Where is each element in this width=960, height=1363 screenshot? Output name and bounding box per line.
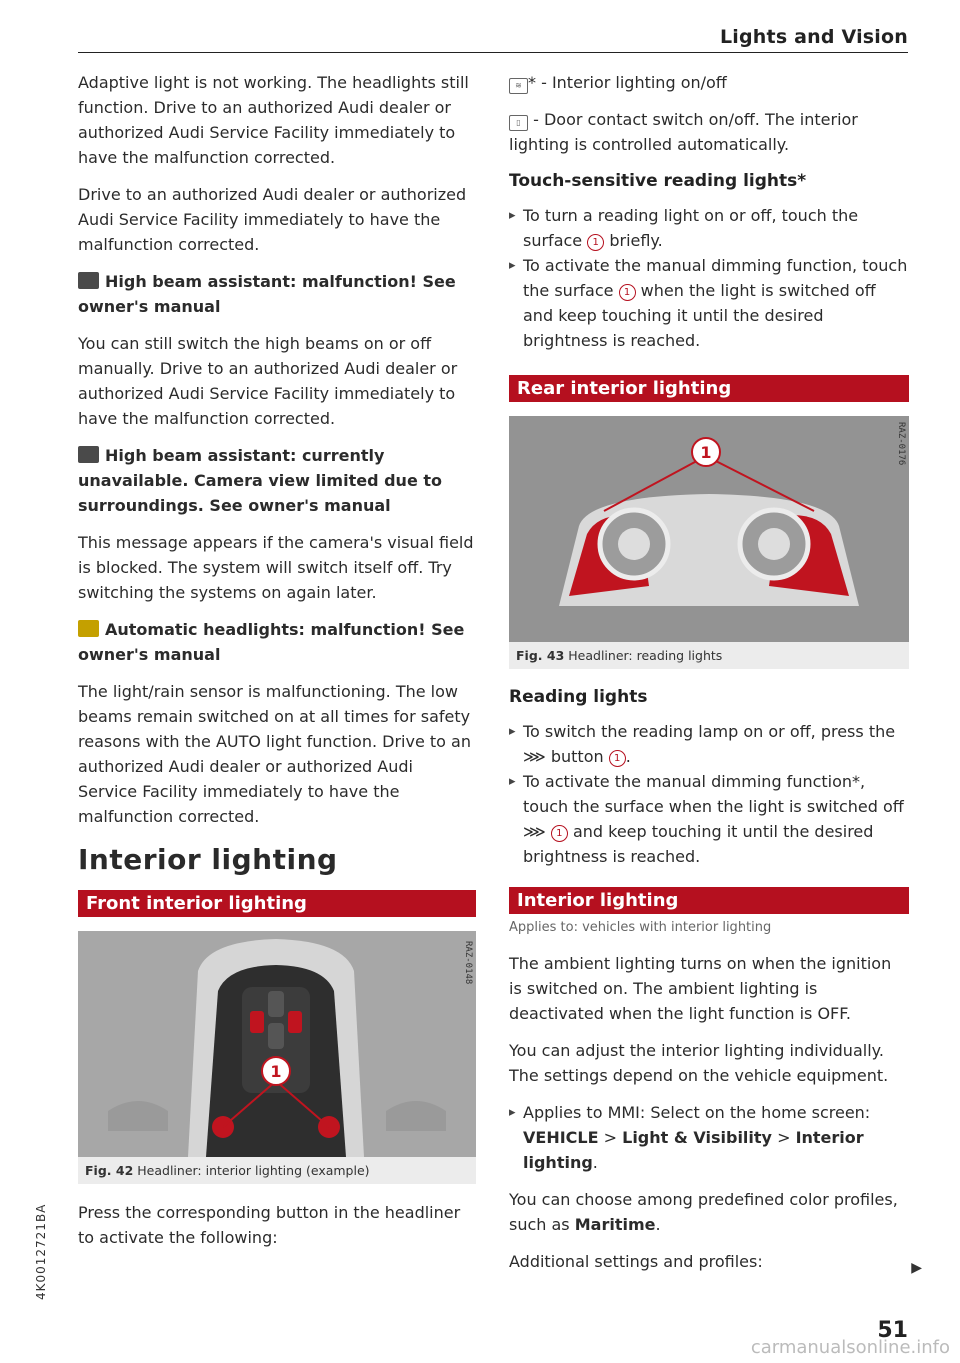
- paragraph: The ambient lighting turns on when the ignition is switched on. The ambient lighting is deactivated when the light function is OFF.: [509, 954, 892, 1023]
- callout-marker: 1: [700, 443, 712, 462]
- subheading: Touch-sensitive reading lights*: [509, 171, 807, 191]
- left-column: [78, 70, 476, 1262]
- reading-lights-image: [509, 416, 909, 642]
- front-interior-lighting-bar: Front interior lighting: [78, 890, 476, 917]
- interior-light-key-icon: ≋: [509, 78, 528, 94]
- list-item: ▸ To activate the manual dimming function*, touch the surface when the light is switched off ⋙ 1 and keep touching it until the desired brightness is reached.: [509, 769, 909, 869]
- warning-heading: High beam assistant: malfunction! See owner's manual: [78, 272, 456, 316]
- figure-caption: Fig. 43 Headliner: reading lights: [516, 648, 723, 663]
- right-column: [509, 70, 909, 1286]
- headliner-image: [78, 931, 476, 1157]
- reading-lamp-icon: ⋙: [523, 822, 546, 841]
- applies-to-note: Applies to: vehicles with interior lighting: [509, 920, 772, 935]
- callout-marker: 1: [270, 1062, 282, 1081]
- high-beam-warning-icon: [78, 446, 99, 463]
- paragraph: ▯ - Door contact switch on/off. The interior lighting is controlled automatically.: [509, 110, 858, 154]
- high-beam-warning-icon: [78, 272, 99, 289]
- warning-heading: High beam assistant: currently unavailable. Camera view limited due to surroundings. See owner's manual: [78, 446, 442, 515]
- header-divider: [78, 52, 908, 53]
- warning-heading: Automatic headlights: malfunction! See owner's manual: [78, 620, 465, 664]
- paragraph: This message appears if the camera's visual field is blocked. The system will switch itself off. Try switching the systems on again later.: [78, 533, 474, 602]
- continue-arrow-icon: ▶: [911, 1260, 922, 1276]
- paragraph: Press the corresponding button in the headliner to activate the following:: [78, 1203, 461, 1247]
- paragraph: You can still switch the high beams on or off manually. Drive to an authorized Audi dealer or authorized Audi Service Facility immediately to have the malfunction corrected.: [78, 334, 458, 428]
- list-item: ▸ To turn a reading light on or off, touch the surface 1 briefly.: [509, 203, 909, 253]
- callout-marker: 1: [609, 750, 626, 767]
- paragraph: ≋ * - Interior lighting on/off: [509, 70, 909, 95]
- section-title: Interior lighting: [78, 843, 338, 876]
- figure-caption: Fig. 42 Headliner: interior lighting (example): [85, 1163, 370, 1178]
- list-item: ▸ To activate the manual dimming function, touch the surface 1 when the light is switched off and keep touching it until the desired brightness is reached.: [509, 253, 909, 353]
- running-header: Lights and Vision: [719, 26, 908, 48]
- auto-headlight-warning-icon: [78, 620, 99, 637]
- interior-lighting-bar: Interior lighting: [509, 887, 909, 914]
- paragraph: You can choose among predefined color profiles, such as Maritime.: [509, 1190, 898, 1234]
- paragraph: You can adjust the interior lighting individually. The settings depend on the vehicle equipment.: [509, 1041, 889, 1085]
- paragraph: The light/rain sensor is malfunctioning. The low beams remain switched on at all times for safety reasons with the AUTO light function. Drive to an authorized Audi dealer or authorized Audi Service Facility immediately to have the malfunction corrected.: [78, 682, 471, 826]
- instruction-list: [509, 203, 909, 353]
- list-item: ▸ Applies to MMI: Select on the home screen: VEHICLE > Light & Visibility > Interior lighting.: [509, 1100, 909, 1175]
- watermark: carmanualsonline.info: [750, 1337, 950, 1358]
- figure-code: RAZ-0176: [896, 422, 906, 466]
- figure-42: [78, 931, 476, 1184]
- figure-43: [509, 416, 909, 669]
- instruction-list: [509, 1100, 909, 1175]
- callout-marker: 1: [587, 234, 604, 251]
- figure-code: RAZ-0148: [463, 941, 473, 985]
- reading-lamp-icon: ⋙: [523, 747, 546, 766]
- callout-marker: 1: [619, 284, 636, 301]
- instruction-list: [509, 719, 909, 869]
- subheading: Reading lights: [509, 687, 648, 707]
- list-item: ▸ To switch the reading lamp on or off, press the ⋙ button 1 .: [509, 719, 909, 769]
- document-code: 4K0012721BA: [34, 1203, 48, 1300]
- paragraph: Adaptive light is not working. The headlights still function. Drive to an authorized Audi dealer or authorized Audi Service Facility immediately to have the malfunction corrected.: [78, 73, 469, 167]
- page-number: 51: [877, 1318, 908, 1343]
- paragraph: Additional settings and profiles:: [509, 1252, 763, 1271]
- door-contact-key-icon: ▯: [509, 115, 528, 131]
- paragraph: Drive to an authorized Audi dealer or authorized Audi Service Facility immediately to have the malfunction corrected.: [78, 185, 467, 254]
- callout-marker: 1: [551, 825, 568, 842]
- rear-interior-lighting-bar: Rear interior lighting: [509, 375, 909, 402]
